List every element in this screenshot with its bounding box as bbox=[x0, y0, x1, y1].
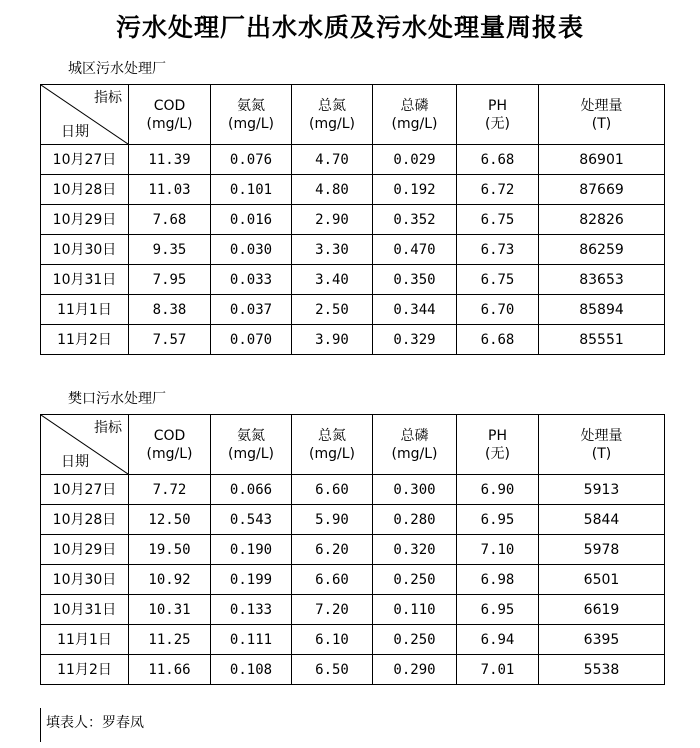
total-phosphorus-cell: 0.110 bbox=[373, 595, 457, 625]
total-phosphorus-cell: 0.470 bbox=[373, 235, 457, 265]
date-cell: 10月30日 bbox=[41, 235, 129, 265]
ph-cell: 6.95 bbox=[457, 505, 539, 535]
ammonia-cell: 0.070 bbox=[211, 325, 292, 355]
ph-cell: 7.10 bbox=[457, 535, 539, 565]
ph-cell: 6.70 bbox=[457, 295, 539, 325]
indicator-label: 指标 bbox=[94, 420, 122, 436]
total-nitrogen-cell: 5.90 bbox=[292, 505, 373, 535]
date-cell: 10月31日 bbox=[41, 265, 129, 295]
table-row bbox=[41, 595, 665, 625]
volume-cell: 6395 bbox=[539, 625, 665, 655]
ammonia-cell: 0.066 bbox=[211, 475, 292, 505]
table-row bbox=[41, 295, 665, 325]
column-name: 处理量 bbox=[580, 97, 623, 114]
ph-cell: 6.72 bbox=[457, 175, 539, 205]
column-name: 氨氮 bbox=[237, 97, 265, 114]
table-row bbox=[41, 625, 665, 655]
column-name: 处理量 bbox=[580, 427, 623, 444]
cod-cell: 7.68 bbox=[129, 205, 211, 235]
total-nitrogen-cell: 2.50 bbox=[292, 295, 373, 325]
column-header bbox=[539, 85, 665, 145]
total-phosphorus-cell: 0.250 bbox=[373, 565, 457, 595]
column-header bbox=[373, 85, 457, 145]
table-row bbox=[41, 535, 665, 565]
column-unit: (无) bbox=[485, 115, 510, 132]
diagonal-header-cell bbox=[41, 415, 129, 475]
total-nitrogen-cell: 3.90 bbox=[292, 325, 373, 355]
ph-cell: 6.68 bbox=[457, 325, 539, 355]
total-phosphorus-cell: 0.280 bbox=[373, 505, 457, 535]
column-unit: (mg/L) bbox=[146, 115, 193, 132]
ammonia-cell: 0.076 bbox=[211, 145, 292, 175]
column-header bbox=[129, 415, 211, 475]
ammonia-cell: 0.133 bbox=[211, 595, 292, 625]
table-row bbox=[41, 205, 665, 235]
table-header-row bbox=[41, 415, 665, 475]
cod-cell: 11.25 bbox=[129, 625, 211, 655]
date-cell: 11月1日 bbox=[41, 625, 129, 655]
cod-cell: 11.66 bbox=[129, 655, 211, 685]
cod-cell: 12.50 bbox=[129, 505, 211, 535]
column-name: 总磷 bbox=[400, 427, 429, 444]
table-row bbox=[41, 325, 665, 355]
volume-cell: 5844 bbox=[539, 505, 665, 535]
table-row bbox=[41, 475, 665, 505]
volume-cell: 5538 bbox=[539, 655, 665, 685]
column-header bbox=[292, 85, 373, 145]
indicator-label: 指标 bbox=[94, 90, 122, 106]
cod-cell: 7.95 bbox=[129, 265, 211, 295]
total-nitrogen-cell: 6.60 bbox=[292, 475, 373, 505]
ammonia-cell: 0.199 bbox=[211, 565, 292, 595]
column-name: COD bbox=[153, 427, 186, 444]
column-unit: (mg/L) bbox=[228, 115, 274, 132]
date-label: 日期 bbox=[61, 454, 89, 470]
total-nitrogen-cell: 2.90 bbox=[292, 205, 373, 235]
date-cell: 10月31日 bbox=[41, 595, 129, 625]
column-header bbox=[373, 415, 457, 475]
total-phosphorus-cell: 0.300 bbox=[373, 475, 457, 505]
ammonia-cell: 0.190 bbox=[211, 535, 292, 565]
filler-divider bbox=[40, 708, 41, 742]
cod-cell: 19.50 bbox=[129, 535, 211, 565]
column-header bbox=[457, 85, 539, 145]
date-cell: 11月2日 bbox=[41, 325, 129, 355]
ph-cell: 6.75 bbox=[457, 205, 539, 235]
total-phosphorus-cell: 0.329 bbox=[373, 325, 457, 355]
table-row bbox=[41, 505, 665, 535]
ph-cell: 6.94 bbox=[457, 625, 539, 655]
table-header-row bbox=[41, 85, 665, 145]
table-row bbox=[41, 175, 665, 205]
column-unit: (mg/L) bbox=[146, 445, 193, 462]
ph-cell: 6.75 bbox=[457, 265, 539, 295]
total-nitrogen-cell: 4.70 bbox=[292, 145, 373, 175]
volume-cell: 5913 bbox=[539, 475, 665, 505]
volume-cell: 6619 bbox=[539, 595, 665, 625]
total-nitrogen-cell: 3.40 bbox=[292, 265, 373, 295]
cod-cell: 7.57 bbox=[129, 325, 211, 355]
date-cell: 10月30日 bbox=[41, 565, 129, 595]
column-unit: (mg/L) bbox=[391, 445, 438, 462]
column-unit: (mg/L) bbox=[228, 445, 274, 462]
cod-cell: 10.92 bbox=[129, 565, 211, 595]
report-title: 污水处理厂出水水质及污水处理量周报表 bbox=[115, 13, 584, 42]
date-cell: 10月29日 bbox=[41, 205, 129, 235]
ammonia-cell: 0.037 bbox=[211, 295, 292, 325]
cod-cell: 10.31 bbox=[129, 595, 211, 625]
volume-cell: 86259 bbox=[539, 235, 665, 265]
plant-name: 城区污水处理厂 bbox=[68, 61, 166, 77]
table-row bbox=[41, 235, 665, 265]
column-unit: (T) bbox=[591, 115, 612, 132]
ammonia-cell: 0.016 bbox=[211, 205, 292, 235]
column-header bbox=[211, 85, 292, 145]
ph-cell: 6.73 bbox=[457, 235, 539, 265]
column-header bbox=[129, 85, 211, 145]
column-header bbox=[539, 415, 665, 475]
total-nitrogen-cell: 6.50 bbox=[292, 655, 373, 685]
column-name: 总氮 bbox=[318, 427, 346, 444]
date-cell: 11月2日 bbox=[41, 655, 129, 685]
date-cell: 11月1日 bbox=[41, 295, 129, 325]
ph-cell: 7.01 bbox=[457, 655, 539, 685]
date-cell: 10月29日 bbox=[41, 535, 129, 565]
date-label: 日期 bbox=[61, 124, 89, 140]
cod-cell: 9.35 bbox=[129, 235, 211, 265]
ph-cell: 6.98 bbox=[457, 565, 539, 595]
column-name: PH bbox=[488, 427, 507, 444]
column-name: COD bbox=[153, 97, 186, 114]
ammonia-cell: 0.101 bbox=[211, 175, 292, 205]
column-unit: (mg/L) bbox=[391, 115, 438, 132]
table-row bbox=[41, 655, 665, 685]
total-nitrogen-cell: 7.20 bbox=[292, 595, 373, 625]
volume-cell: 82826 bbox=[539, 205, 665, 235]
total-phosphorus-cell: 0.320 bbox=[373, 535, 457, 565]
column-name: 氨氮 bbox=[237, 427, 265, 444]
table-row bbox=[41, 265, 665, 295]
total-nitrogen-cell: 6.20 bbox=[292, 535, 373, 565]
volume-cell: 87669 bbox=[539, 175, 665, 205]
total-phosphorus-cell: 0.352 bbox=[373, 205, 457, 235]
volume-cell: 6501 bbox=[539, 565, 665, 595]
column-name: 总磷 bbox=[400, 97, 429, 114]
total-phosphorus-cell: 0.192 bbox=[373, 175, 457, 205]
column-unit: (T) bbox=[591, 445, 612, 462]
volume-cell: 85551 bbox=[539, 325, 665, 355]
ammonia-cell: 0.033 bbox=[211, 265, 292, 295]
column-name: 总氮 bbox=[318, 97, 346, 114]
ph-cell: 6.90 bbox=[457, 475, 539, 505]
column-header bbox=[457, 415, 539, 475]
table-row bbox=[41, 145, 665, 175]
column-header bbox=[211, 415, 292, 475]
cod-cell: 8.38 bbox=[129, 295, 211, 325]
ammonia-cell: 0.108 bbox=[211, 655, 292, 685]
column-unit: (mg/L) bbox=[309, 115, 355, 132]
water-quality-table bbox=[40, 84, 665, 355]
total-phosphorus-cell: 0.350 bbox=[373, 265, 457, 295]
cod-cell: 7.72 bbox=[129, 475, 211, 505]
ammonia-cell: 0.030 bbox=[211, 235, 292, 265]
cod-cell: 11.03 bbox=[129, 175, 211, 205]
diagonal-header-cell bbox=[41, 85, 129, 145]
water-quality-table bbox=[40, 414, 665, 685]
volume-cell: 5978 bbox=[539, 535, 665, 565]
date-cell: 10月27日 bbox=[41, 475, 129, 505]
plant-name: 樊口污水处理厂 bbox=[68, 391, 166, 407]
total-phosphorus-cell: 0.250 bbox=[373, 625, 457, 655]
total-nitrogen-cell: 4.80 bbox=[292, 175, 373, 205]
column-unit: (无) bbox=[485, 445, 510, 462]
volume-cell: 83653 bbox=[539, 265, 665, 295]
date-cell: 10月27日 bbox=[41, 145, 129, 175]
ammonia-cell: 0.543 bbox=[211, 505, 292, 535]
volume-cell: 86901 bbox=[539, 145, 665, 175]
total-nitrogen-cell: 6.10 bbox=[292, 625, 373, 655]
total-phosphorus-cell: 0.290 bbox=[373, 655, 457, 685]
total-phosphorus-cell: 0.344 bbox=[373, 295, 457, 325]
filler-name: 填表人：罗春凤 bbox=[46, 715, 144, 731]
total-nitrogen-cell: 3.30 bbox=[292, 235, 373, 265]
total-nitrogen-cell: 6.60 bbox=[292, 565, 373, 595]
date-cell: 10月28日 bbox=[41, 505, 129, 535]
column-name: PH bbox=[488, 97, 507, 114]
column-unit: (mg/L) bbox=[309, 445, 355, 462]
total-phosphorus-cell: 0.029 bbox=[373, 145, 457, 175]
cod-cell: 11.39 bbox=[129, 145, 211, 175]
date-cell: 10月28日 bbox=[41, 175, 129, 205]
volume-cell: 85894 bbox=[539, 295, 665, 325]
ph-cell: 6.95 bbox=[457, 595, 539, 625]
column-header bbox=[292, 415, 373, 475]
ph-cell: 6.68 bbox=[457, 145, 539, 175]
ammonia-cell: 0.111 bbox=[211, 625, 292, 655]
table-row bbox=[41, 565, 665, 595]
